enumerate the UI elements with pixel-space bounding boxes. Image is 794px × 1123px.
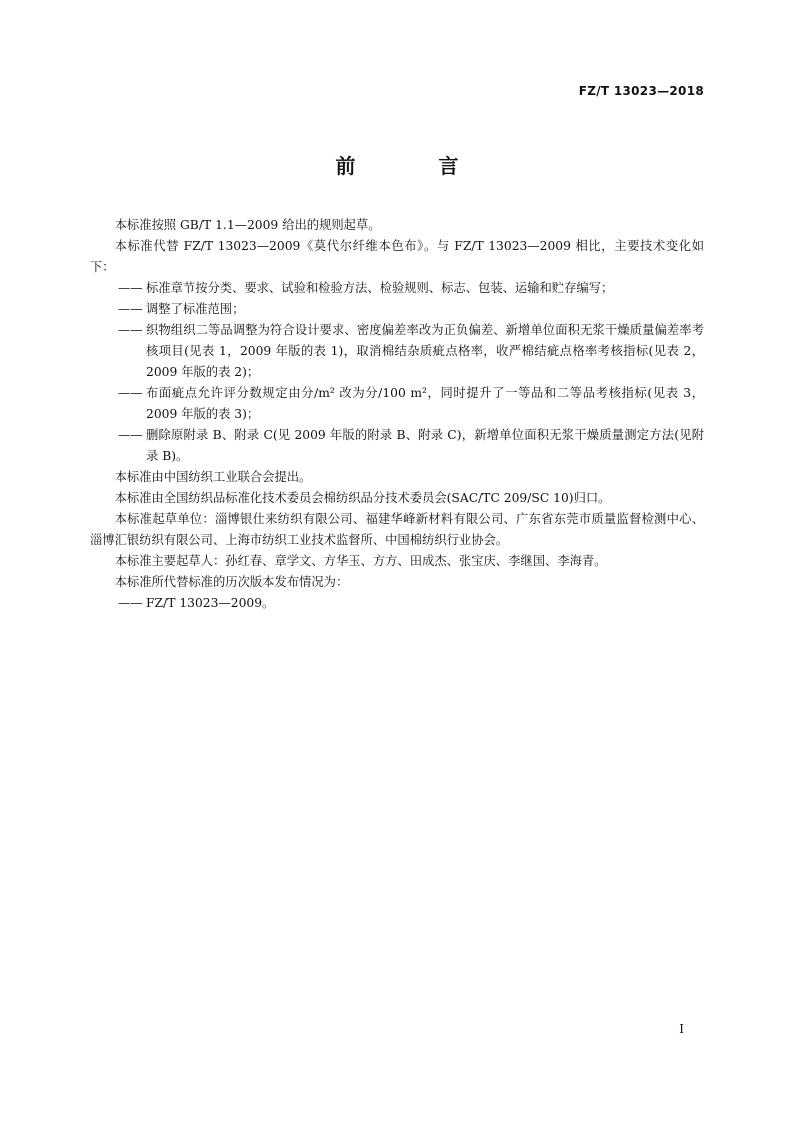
dash-marker: —— — [118, 281, 143, 295]
change-item-text: 布面疵点允许评分数规定由分/m² 改为分/100 m²，同时提升了一等品和二等品考核指标(见表 3，2009 年版的表 3)； — [146, 386, 704, 421]
dash-marker: —— — [118, 302, 143, 316]
dash-marker: —— — [118, 596, 143, 610]
paragraph-drafting-units: 本标准起草单位：淄博银仕来纺织有限公司、福建华峰新材料有限公司、广东省东莞市质量监督检测中心、淄博汇银纺织有限公司、上海市纺织工业技术监督所、中国棉纺织行业协会。 — [90, 512, 704, 547]
change-item-text: 织物组织二等品调整为符合设计要求、密度偏差率改为正负偏差、新增单位面积无浆干燥质量偏差率考核项目(见表 1，2009 年版的表 1)，取消棉结杂质疵点格率，收严棉结疵点格率考核指标(见表 2，2009 年版的表 2)； — [146, 323, 704, 379]
dash-marker: —— — [118, 323, 143, 337]
standard-code: FZ/T 13023—2018 — [578, 84, 704, 98]
change-item-text: 标准章节按分类、要求、试验和检验方法、检验规则、标志、包装、运输和贮存编写； — [146, 281, 614, 295]
change-item — [90, 383, 704, 425]
change-item — [90, 278, 704, 299]
change-item — [90, 299, 704, 320]
page-title: 前 言 — [335, 154, 497, 178]
history-item — [90, 593, 704, 614]
paragraph-drafting-rules: 本标准按照 GB/T 1.1—2009 给出的规则起草。 — [114, 218, 381, 232]
change-item-text: 删除原附录 B、附录 C(见 2009 年版的附录 B、附录 C)，新增单位面积无浆干燥质量测定方法(见附录 B)。 — [146, 428, 704, 463]
change-item — [90, 320, 704, 383]
paragraph-replacement: 本标准代替 FZ/T 13023—2009《莫代尔纤维本色布》。与 FZ/T 13023—2009 相比，主要技术变化如下： — [90, 239, 704, 274]
paragraph-drafters: 本标准主要起草人：孙红春、章学文、方华玉、方方、田成杰、张宝庆、李继国、李海青。 — [114, 554, 607, 568]
document-body — [90, 215, 704, 614]
change-item — [90, 425, 704, 467]
paragraph-history-intro: 本标准所代替标准的历次版本发布情况为： — [114, 575, 349, 589]
change-item-text: 调整了标准范围； — [146, 302, 245, 316]
dash-marker: —— — [118, 386, 143, 400]
page-number: I — [679, 1022, 684, 1036]
paragraph-committee: 本标准由全国纺织品标准化技术委员会棉纺织品分技术委员会(SAC/TC 209/SC 10)归口。 — [114, 491, 611, 505]
paragraph-proposer: 本标准由中国纺织工业联合会提出。 — [114, 470, 312, 484]
history-item-text: FZ/T 13023—2009。 — [146, 596, 275, 610]
dash-marker: —— — [118, 428, 143, 442]
